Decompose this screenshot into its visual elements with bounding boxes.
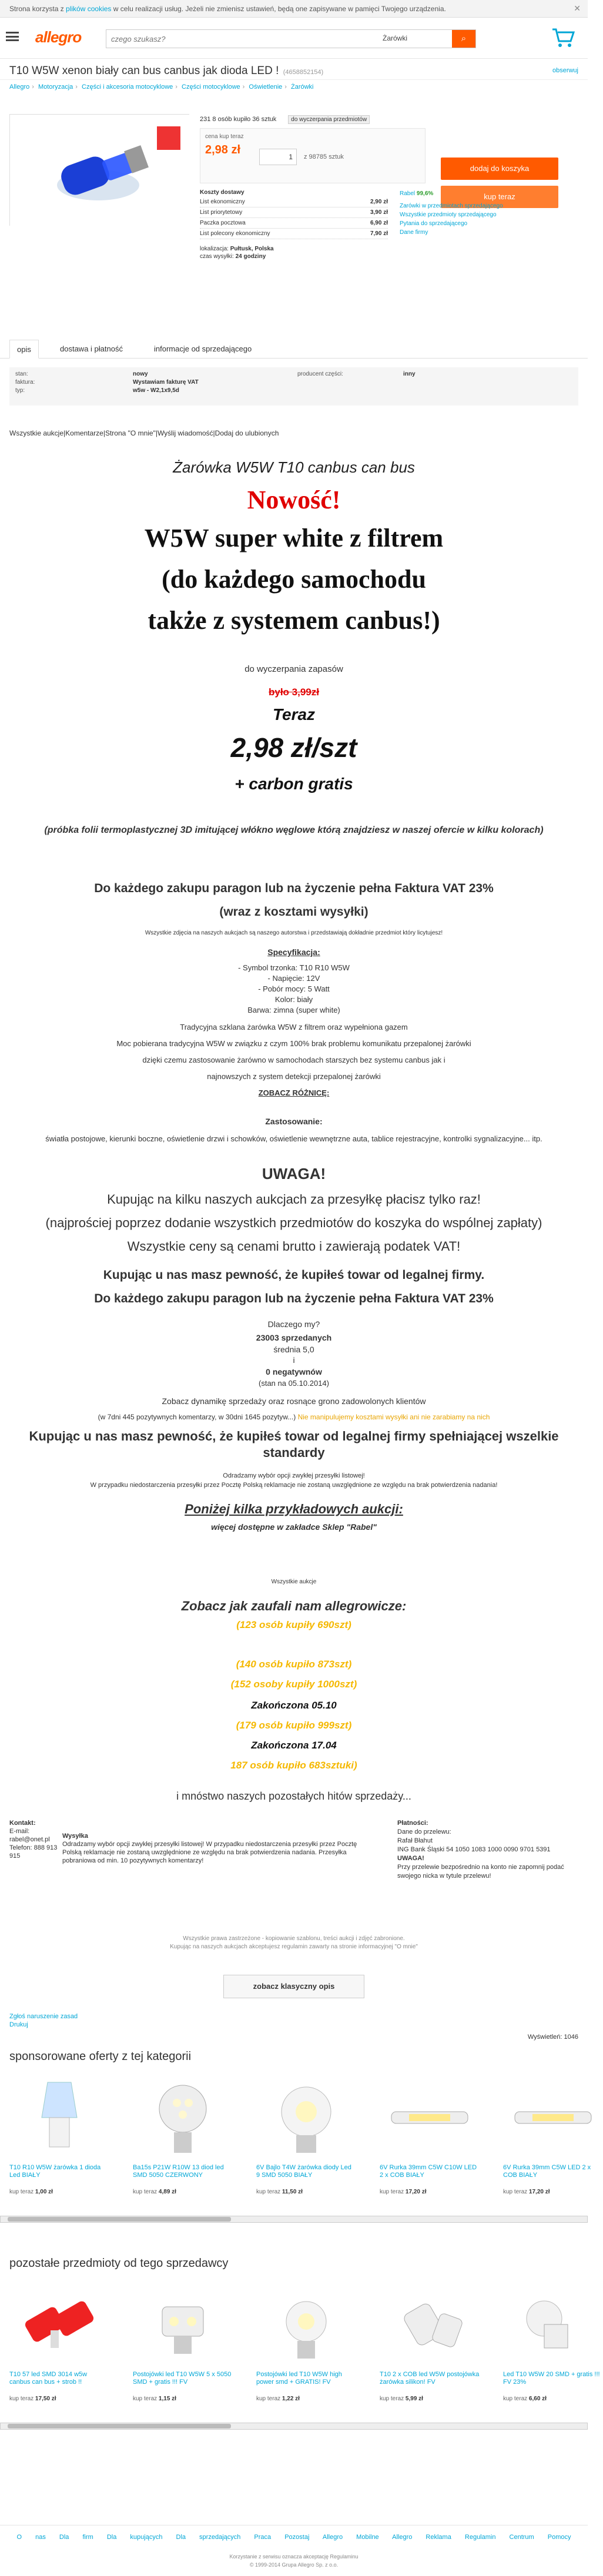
payment-title: Płatności: [397,1820,428,1827]
shipping-title: Koszty dostawy [200,189,244,196]
desc-line: także z systemem canbus!) [148,606,440,635]
page-title: T10 W5W xenon biały can bus canbus jak dioda LED ! [9,65,279,77]
scrollbar-thumb[interactable] [8,2217,231,2222]
desc-gratis: + carbon gratis [235,775,353,793]
send-value: 24 godziny [235,253,266,260]
breadcrumb-item[interactable]: Motoryzacja [38,83,73,91]
contact-phone: Telefon: 888 913 915 [9,1844,58,1860]
price-value: 1,22 zł [282,2396,300,2402]
product-name[interactable]: Postojówki led T10 W5W 5 x 5050 SMD + gratis !!! FV [133,2371,232,2386]
desc-paragraph: Moc pobierana tradycyjna W5W w związku z czym 100% brak problemu komunikatu przepalonej żarówki [116,1039,471,1048]
report-links [9,2012,78,2029]
category-select[interactable]: Żarówki [383,34,408,42]
trust-title: Zobacz jak zaufali nam allegrowicze: [181,1599,407,1613]
search-box [106,29,476,48]
sold-info [200,115,370,124]
product-card[interactable] [503,2073,591,2195]
examples-title: Poniżej kilka przykładowych aukcji: [185,1502,403,1516]
product-price: kup teraz 17,50 zł [9,2396,56,2402]
product-price: kup teraz 11,50 zł [256,2189,303,2195]
product-image[interactable] [503,2073,603,2162]
spec-item: Barwa: zimna (super white) [247,1006,340,1014]
trust-item: (140 osób kupiło 873szt) [236,1659,352,1670]
all-auctions-label: Wszystkie aukcje [271,1579,317,1585]
product-price: kup teraz 5,99 zł [380,2396,423,2402]
tab-bar [0,335,588,359]
product-name[interactable]: T10 2 x COB led W5W postojówka żarówka silikon! FV [380,2371,480,2386]
buy-now-button[interactable]: kup teraz [441,186,558,208]
seller-link[interactable]: Dane firmy [400,229,428,236]
cookie-link[interactable]: plików cookies [66,5,112,13]
price-box [200,128,426,183]
copyright-line: Wszystkie prawa zastrzeżone - kopiowanie szablonu, treści aukcji i zdjęć zabronione. [183,1935,405,1942]
product-section [0,107,588,295]
report-link[interactable]: Zgłoś naruszenie zasad [9,2013,78,2020]
attribute-value: Wystawiam fakturę VAT [133,379,199,386]
seller-link[interactable]: Pytania do sprzedającego [400,220,468,227]
stats-line: 23003 sprzedanych [256,1333,332,1342]
examples-sub: więcej dostępne w zakładce Sklep "Rabel" [211,1522,377,1532]
title-bar [0,59,588,80]
product-price: kup teraz 4,89 zł [133,2189,176,2195]
sponsored-carousel [0,2073,591,2215]
compare-link: ZOBACZ RÓŻNICĘ: [258,1088,330,1097]
breadcrumb-item[interactable]: Allegro [9,83,30,91]
classic-description-button[interactable]: zobacz klasyczny opis [223,1975,364,1998]
attribute-value: nowy [133,371,148,377]
seller-box [400,189,576,237]
desc-new: Nowość! [247,485,341,514]
cookie-text-after: w celu realizacji usług. Jeżeli nie zmienisz ustawień, będą one zapisywane w pamięci Twojego urządzenia. [111,5,446,13]
desc-old-price: było 3,99zł [269,686,319,698]
product-card[interactable] [503,2280,600,2402]
product-image[interactable] [503,2280,603,2369]
stats-line: Zobacz dynamikę sprzedaży oraz rosnące grono zadowolonych klientów [162,1396,426,1406]
payment-column [397,1819,574,1881]
shipping-column [62,1832,374,1865]
warning-line: Kupując na kilku naszych aukcjach za przesyłkę płacisz tylko raz! [107,1192,481,1207]
item-number: (4658852154) [283,69,324,76]
seller-nav-links[interactable]: Wszystkie aukcje|Komentarze|Strona "O mnie"|Wyślij wiadomość|Dodaj do ulubionych [9,429,279,437]
seller-link[interactable]: Wszystkie przedmioty sprzedającego [400,212,497,218]
desc-price: 2,98 zł/szt [230,732,357,763]
breadcrumb-item[interactable]: Części motocyklowe [182,83,240,91]
price-value: 1,15 zł [158,2396,176,2402]
location-value: Pułtusk, Polska [230,246,274,252]
shipping-column-text: Odradzamy wybór opcji zwykłej przesyłki listowej! W przypadku niedostarczenia przesyłki przez Pocztę Polską reklamacje nie zostaną uwzględnione ze względu na brak potwierdzenia nadania. Przesyłka pobraniowa od min. 10 pozytywnych komentarzy! [62,1841,357,1864]
shipping-row [200,197,388,207]
attribute-row [15,387,572,396]
desc-now: Teraz [272,705,316,723]
print-link[interactable]: Drukuj [9,2021,28,2028]
desc-photos: Wszystkie zdjęcia na naszych aukcjach są naszego autorstwa i przedstawiają dokładnie przedmiot który licytujesz! [145,930,443,936]
product-card[interactable] [380,2280,480,2402]
product-image[interactable] [133,2073,233,2162]
desc-paragraph: dzięki czemu zastosowanie żarówno w samochodach starszych bez systemu canbus jak i [142,1056,445,1064]
desc-line: W5W super white z filtrem [144,524,444,552]
product-name[interactable]: 6V Bajlo T4W żarówka diody Led 9 SMD 5050 BIAŁY [256,2164,351,2179]
desc-line: (do każdego samochodu [162,565,426,594]
attribute-key: stan: [15,371,28,377]
footer-links[interactable]: O nas Dla firm Dla kupujących Dla sprzedających Praca Pozostaj Allegro Mobilne Allegro Reklama Regulamin Centrum Pomocy [16,2534,571,2541]
stats-line: średnia 5,0 [273,1345,314,1354]
shipping-method: Paczka pocztowa [200,220,246,226]
legal-line: Kupując u nas masz pewność, że kupiłeś towar od legalnej firmy spełniającej wszelkie standardy [29,1429,559,1460]
stats-line: 0 negatywnów [266,1367,322,1376]
payment-line: Przy przelewie bezpośrednio na konto nie zapomnij podać swojego nicka w tytule przelewu! [397,1864,564,1880]
product-price: kup teraz 1,15 zł [133,2396,176,2402]
trust-item: (123 osób kupiły 690szt) [236,1619,351,1630]
footer-line: © 1999-2014 Grupa Allegro Sp. z o.o. [249,2562,339,2568]
warning-line: Kupując u nas masz pewność, że kupiłeś towar od legalnej firmy. [103,1268,485,1282]
footer [0,2525,588,2576]
stats-line: i [293,1355,295,1365]
cookie-bar [0,0,588,18]
price-value: 4,89 zł [158,2189,176,2195]
shipping-price: 7,90 zł [370,230,388,237]
product-price: kup teraz 17,20 zł [380,2189,427,2195]
cart-icon[interactable] [550,27,576,51]
shipping-column-title: Wysyłka [62,1833,88,1840]
quantity-input[interactable]: 1 [259,149,297,165]
attribute-row [15,379,572,387]
location-info [200,245,388,260]
stats-line [0,1413,588,1421]
tab-delivery[interactable]: dostawa i płatność [60,344,123,353]
payment-warning: UWAGA! [397,1855,424,1862]
contact-title: Kontakt: [9,1820,36,1827]
footer-copyright [0,2552,588,2569]
spec-item: - Napięcie: 12V [267,974,320,983]
status-badge: do wyczerpania przedmiotów [288,115,370,124]
price-value: 1,00 zł [35,2189,53,2195]
close-icon[interactable]: ✕ [574,4,581,13]
watch-link[interactable]: obserwuj [552,67,578,74]
spec-item: Kolor: biały [274,995,313,1004]
desc-vat: Do każdego zakupu paragon lub na życzenie pełna Faktura VAT 23% [94,882,494,895]
trust-item: Zakończona 17.04 [251,1740,337,1751]
legal-note: Odradzamy wybór opcji zwykłej przesyłki listowej! [223,1472,365,1479]
seller-rating-value: 99,6% [416,190,434,197]
stats-line: (stan na 05.10.2014) [259,1379,329,1388]
product-card[interactable] [9,2280,109,2402]
attribute-value: inny [403,371,416,377]
cookie-text-before: Strona korzysta z [9,5,66,13]
product-name[interactable]: Led T10 W5W 20 SMD + gratis !!! FV 23% [503,2371,600,2386]
header [0,18,588,59]
desc-vat-sub: (wraz z kosztami wysyłki) [219,905,369,919]
shipping-method: List ekonomiczny [200,199,245,205]
desc-stock: do wyczerpania zapasów [244,664,343,674]
shipping-method: List priorytetowy [200,209,243,216]
shipping-row [200,218,388,229]
product-card[interactable] [133,2073,233,2195]
shipping-costs [200,189,388,260]
carousel-scrollbar[interactable] [0,2216,588,2223]
copyright-line: Kupując na naszych aukcjach akceptujesz regulamin zawarty na stronie informacyjnej "O mnie" [170,1944,418,1950]
product-image[interactable] [9,2073,109,2162]
desc-heading: Żarówka W5W T10 canbus can bus [173,458,415,476]
spec-list [0,963,588,1016]
price-value: 6,60 zł [528,2396,547,2402]
attribute-key: typ: [15,387,25,394]
sold-count: 231 8 osób kupiło 36 sztuk [200,116,277,123]
seller-link[interactable]: Zarówki w przedmiotach sprzedającego [400,203,503,209]
desc-carbon: (próbka folii termoplastycznej 3D imitującej włókno węglowe którą znajdziesz w naszej ofercie w kilku kolorach) [44,825,544,835]
product-image[interactable] [133,2280,233,2369]
price-value: 17,50 zł [35,2396,56,2402]
breadcrumb-item[interactable]: Części i akcesoria motocyklowe [82,83,173,91]
location-label: lokalizacja: [200,246,229,252]
stats-line: Dlaczego my? [267,1319,320,1329]
stats-line-note: Nie manipulujemy kosztami wysyłki ani nie zarabiamy na nich [297,1413,490,1421]
seller-items-title: pozostałe przedmioty od tego sprzedawcy [9,2257,229,2270]
product-card[interactable] [9,2073,109,2195]
seller-rating [400,189,576,198]
sponsored-title: sponsorowane oferty z tej kategorii [9,2050,192,2063]
product-price: kup teraz 6,60 zł [503,2396,547,2402]
product-image[interactable] [9,114,189,226]
product-card[interactable] [256,2280,356,2402]
product-name[interactable]: 6V Rurka 39mm C5W LED 2 x COB BIAŁY [503,2164,591,2179]
payment-line: Rafał Błahut [397,1837,433,1844]
payment-line: ING Bank Śląski 54 1050 1083 1000 0090 9701 5391 [397,1846,551,1853]
price-value: 5,99 zł [405,2396,423,2402]
view-count: Wyświetleń: 1046 [527,2034,578,2041]
seller-items-carousel [0,2280,600,2421]
footer-line: Korzystanie z serwisu oznacza akceptację Regulaminu [229,2554,359,2560]
product-card[interactable] [133,2280,233,2402]
price-value: 17,20 zł [528,2189,550,2195]
warning-title: UWAGA! [262,1165,326,1183]
product-price: kup teraz 17,20 zł [503,2189,550,2195]
attribute-value: w5w - W2,1x9,5d [133,387,179,394]
attributes-table [9,367,578,406]
shipping-row [200,229,388,239]
price-label: cena kup teraz [205,133,244,140]
product-card[interactable] [380,2073,480,2195]
use-title: Zastosowanie: [265,1117,323,1126]
product-name[interactable]: Ba15s P21W R10W 13 diod led SMD 5050 CZERWONY [133,2164,224,2179]
contact-section [9,1819,578,1919]
product-price: kup teraz 1,00 zł [9,2189,53,2195]
breadcrumb-item[interactable]: Żarówki [291,83,314,91]
product-price: kup teraz 1,22 zł [256,2396,300,2402]
contact-column [9,1819,62,1860]
attribute-key: producent części: [297,371,343,377]
send-label: czas wysyłki: [200,253,234,260]
contact-email: E-mail: rabel@onet.pl [9,1828,50,1843]
stats-line-text: (w 7dni 445 pozytywnych komentarzy, w 30dni 1645 pozytyw...) [98,1413,296,1421]
payment-line: Dane do przelewu: [397,1828,451,1835]
product-image[interactable] [380,2073,480,2162]
desc-paragraph: Tradycyjna szklana żarówka W5W z filtrem oraz wypełniona gazem [180,1023,408,1031]
shipping-price: 2,90 zł [370,199,388,205]
spec-item: - Symbol trzonka: T10 R10 W5W [238,963,350,972]
shipping-method: List polecony ekonomiczny [200,230,270,237]
product-image[interactable] [380,2280,480,2369]
product-card[interactable] [256,2073,356,2195]
tab-seller-info[interactable]: informacje od sprzedającego [154,344,252,353]
price-value: 11,50 zł [282,2189,303,2195]
price-value: 17,20 zł [405,2189,427,2195]
attribute-key: faktura: [15,379,35,386]
logo[interactable]: allegro [35,28,82,46]
warning-line: Do każdego zakupu paragon lub na życzenie pełna Faktura VAT 23% [94,1292,494,1305]
product-image[interactable] [256,2280,356,2369]
tab-description[interactable]: opis [9,340,39,359]
add-to-cart-button[interactable]: dodaj do koszyka [441,158,558,180]
search-input[interactable] [106,30,336,48]
attribute-row [15,371,572,379]
legal-note: W przypadku niedostarczenia przesyłki przez Pocztę Polską reklamacje nie zostaną uwzględnione ze względu na brak potwierdzenia nadania! [90,1482,498,1489]
spec-item: - Pobór mocy: 5 Watt [258,984,330,993]
stock-info: z 98785 sztuk [304,153,344,160]
shipping-price: 3,90 zł [370,209,388,216]
shipping-price: 6,90 zł [370,220,388,226]
warning-line: (najprościej poprzez dodanie wszystkich przedmiotów do koszyka do wspólnej zapłaty) [45,1215,542,1230]
menu-icon[interactable] [6,32,19,41]
warning-line: Wszystkie ceny są cenami brutto i zawierają podatek VAT! [127,1239,461,1254]
scrollbar-thumb[interactable] [8,2424,231,2428]
product-name[interactable]: T10 R10 W5W żarówka 1 dioda Led BIAŁY [9,2164,101,2179]
breadcrumb-item[interactable]: Oświetlenie [249,83,283,91]
trust-item: (179 osób kupiło 999szt) [236,1720,352,1731]
copyright-note [0,1935,588,1951]
product-name[interactable]: 6V Rurka 39mm C5W C10W LED 2 x COB BIAŁY [380,2164,477,2179]
product-image[interactable] [256,2073,356,2162]
trust-item: Zakończona 05.10 [251,1700,337,1711]
use-text: światła postojowe, kierunki boczne, oświetlenie drzwi i schowków, oświetlenie wewnętrzne auta, tablice rejestracyjne, kontrolki sygnalizacyjne... itp. [45,1134,542,1143]
trust-item: 187 osób kupiło 683sztuki) [230,1760,357,1771]
product-name[interactable]: T10 57 led SMD 3014 w5w canbus can bus + strob !! [9,2371,88,2386]
search-icon[interactable]: ⌕ [452,30,475,48]
carousel-scrollbar[interactable] [0,2423,588,2430]
trust-item: (152 osoby kupiły 1000szt) [230,1679,357,1690]
trust-more: i mnóstwo naszych pozostałych hitów sprzedaży... [176,1790,411,1802]
price: 2,98 zł [205,143,241,156]
seller-name[interactable]: Rabel [400,190,416,197]
desc-paragraph: najnowszych z system detekcji przepalonej żarówki [207,1072,381,1081]
breadcrumb: Allegro › Motoryzacja › Części i akcesoria motocyklowe › Części motocyklowe › Oświetlenie › Żarówki [9,83,314,91]
product-name[interactable]: Postojówki led T10 W5W high power smd + GRATIS! FV [256,2371,342,2386]
spec-title: Specyfikacja: [267,947,320,957]
shipping-row [200,207,388,218]
product-image[interactable] [9,2280,109,2369]
